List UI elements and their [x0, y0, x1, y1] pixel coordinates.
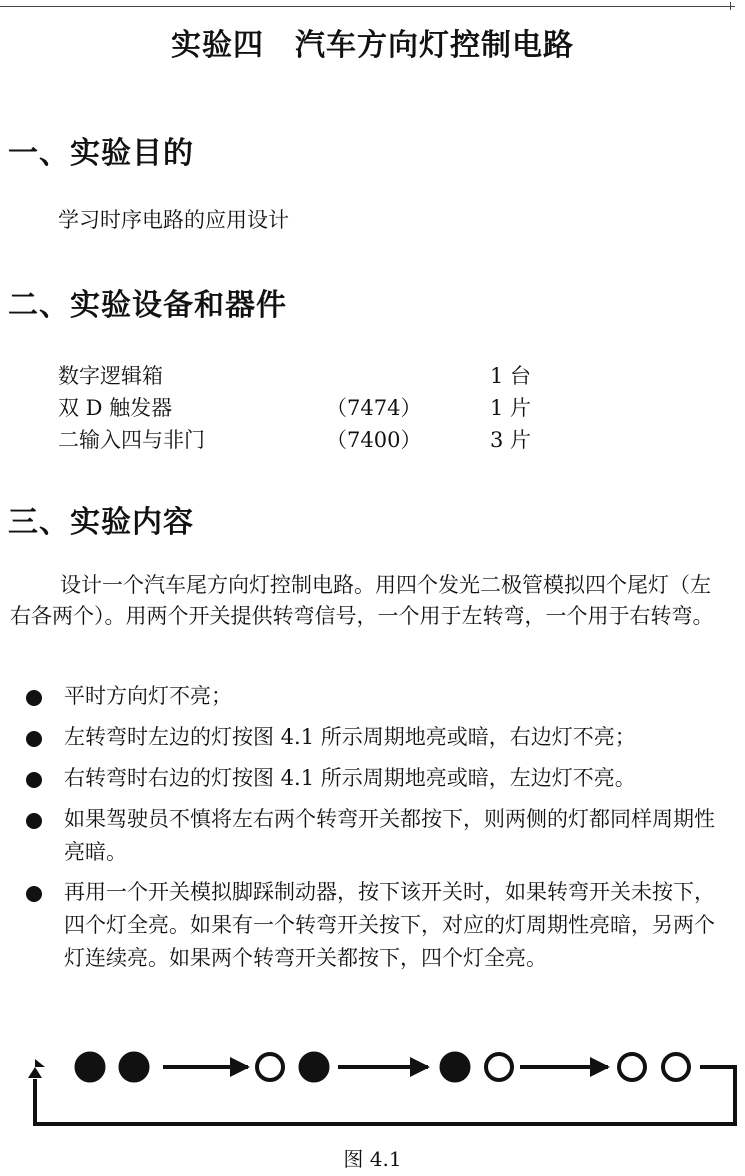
- content-paragraph: 设计一个汽车尾方向灯控制电路。用四个发光二极管模拟四个尾灯（左右各两个）。用两个开关提供转弯信号，一个用于左转弯，一个用于右转弯。: [10, 573, 714, 628]
- section-heading-purpose: 一、实验目的: [8, 136, 194, 171]
- bullet-item: 如果驾驶员不慎将左右两个转弯开关都按下，则两侧的灯都同样周期性亮暗。: [64, 807, 715, 864]
- header-rule-tick: [730, 2, 731, 10]
- header-rule: [0, 6, 735, 7]
- equipment-row: [58, 360, 738, 392]
- bullet-item: 右转弯时右边的灯按图 4.1 所示周期地亮或暗，左边灯不亮。: [64, 766, 636, 790]
- bullet-dot: [26, 690, 42, 706]
- equipment-qty: 1 片: [490, 396, 532, 420]
- equipment-name: 二输入四与非门: [58, 428, 205, 452]
- bullet-item: 再用一个开关模拟脚踩制动器，按下该开关时，如果转弯开关未按下，四个灯全亮。如果有一个转弯开关按下，对应的灯周期性亮暗，另两个灯连续亮。如果两个转弯开关都按下，四个灯全亮。: [64, 880, 715, 970]
- section-heading-content: 三、实验内容: [8, 505, 194, 540]
- bullet-item: 平时方向灯不亮；: [64, 684, 232, 708]
- lamp-off-icon: [619, 1054, 645, 1080]
- equipment-row: [58, 392, 738, 424]
- purpose-text: 学习时序电路的应用设计: [58, 208, 289, 232]
- equipment-part: （7474）: [326, 396, 422, 420]
- bullet-dot: [26, 886, 42, 902]
- equipment-part: （7400）: [326, 428, 422, 452]
- equipment-qty: 1 台: [490, 364, 532, 388]
- bullet-dot: [26, 813, 42, 829]
- bullet-dot: [26, 731, 42, 747]
- lamp-off-icon: [486, 1054, 512, 1080]
- lamp-off-icon: [257, 1054, 283, 1080]
- lamp-on-icon: [75, 1052, 105, 1082]
- lamp-on-icon: [299, 1052, 329, 1082]
- section-heading-equipment: 二、实验设备和器件: [8, 288, 287, 323]
- figure-caption: 图 4.1: [343, 1147, 402, 1171]
- lamp-off-icon: [663, 1054, 689, 1080]
- lamp-on-icon: [119, 1052, 149, 1082]
- bullet-dot: [26, 772, 42, 788]
- bullet-item: 左转弯时左边的灯按图 4.1 所示周期地亮或暗，右边灯不亮；: [64, 725, 636, 749]
- equipment-qty: 3 片: [490, 428, 532, 452]
- lamp-on-icon: [440, 1052, 470, 1082]
- equipment-row: [58, 424, 738, 456]
- equipment-name: 数字逻辑箱: [58, 364, 163, 388]
- light-sequence-diagram: [0, 1036, 745, 1136]
- equipment-name: 双 D 触发器: [58, 396, 173, 420]
- return-arrowhead-icon: [28, 1067, 42, 1078]
- page-title: 实验四 汽车方向灯控制电路: [171, 28, 574, 63]
- return-arrow-tip: [35, 1059, 45, 1067]
